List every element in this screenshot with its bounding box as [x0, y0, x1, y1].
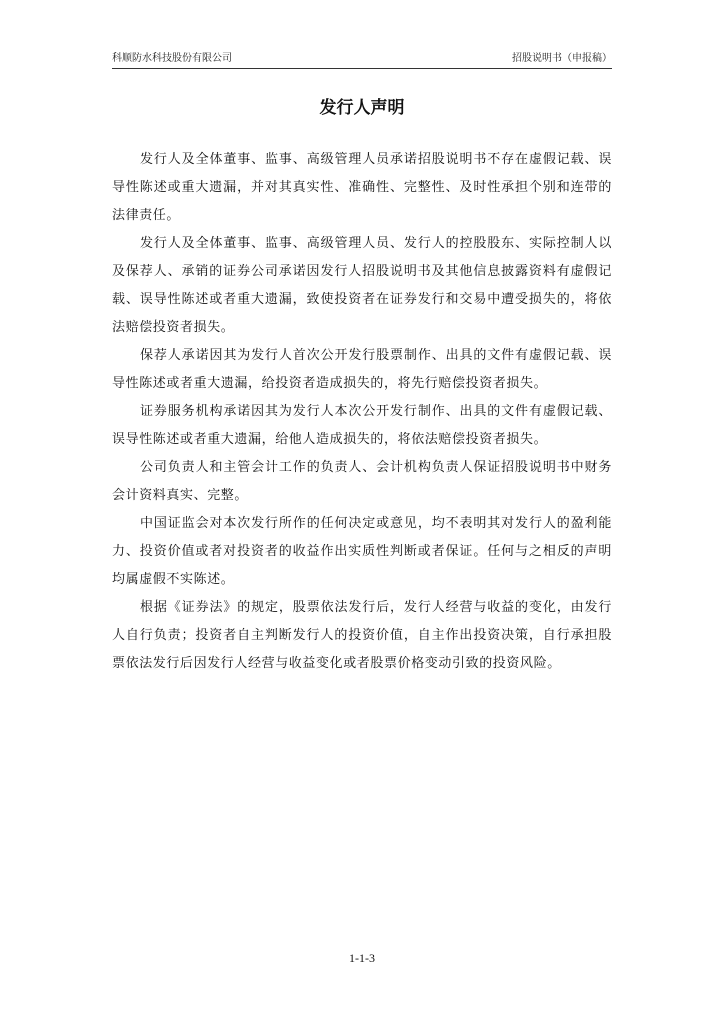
page-title: 发行人声明 [319, 98, 405, 118]
paragraph-compensation-commitment: 发行人及全体董事、监事、高级管理人员、发行人的控股股东、实际控制人以及保荐人、承销的证券公司承诺因发行人招股说明书及其他信息披露资料有虚假记载、误导性陈述或者重大遗漏，致使投资者在证券发行和交易中遭受损失的，将依法赔偿投资者损失。 [112, 236, 612, 335]
page-header [112, 52, 612, 69]
page-number: 1-1-3 [349, 951, 375, 965]
paragraph-issuer-commitment: 发行人及全体董事、监事、高级管理人员承诺招股说明书不存在虚假记载、误导性陈述或重大遗漏，并对其真实性、准确性、完整性、及时性承担个别和连带的法律责任。 [112, 152, 612, 223]
paragraph-financial-guarantee: 公司负责人和主管会计工作的负责人、会计机构负责人保证招股说明书中财务会计资料真实、完整。 [112, 460, 612, 503]
paragraph-csrc-disclaimer: 中国证监会对本次发行所作的任何决定或意见，均不表明其对发行人的盈利能力、投资价值或者对投资者的收益作出实质性判断或者保证。任何与之相反的声明均属虚假不实陈述。 [112, 516, 612, 587]
header-company-name: 科顺防水科技股份有限公司 [112, 53, 232, 64]
paragraph-sponsor-commitment: 保荐人承诺因其为发行人首次公开发行股票制作、出具的文件有虚假记载、误导性陈述或者重大遗漏，给投资者造成损失的，将先行赔偿投资者损失。 [112, 348, 612, 391]
paragraph-service-institution-commitment: 证券服务机构承诺因其为发行人本次公开发行制作、出具的文件有虚假记载、误导性陈述或者重大遗漏，给他人造成损失的，将依法赔偿投资者损失。 [112, 404, 612, 447]
paragraph-investment-risk: 根据《证券法》的规定，股票依法发行后，发行人经营与收益的变化，由发行人自行负责；投资者自主判断发行人的投资价值，自主作出投资决策，自行承担股票依法发行后因发行人经营与收益变化或者股票价格变动引致的投资风险。 [112, 600, 612, 671]
header-document-type: 招股说明书（申报稿） [512, 53, 612, 64]
declaration-body [112, 146, 612, 678]
